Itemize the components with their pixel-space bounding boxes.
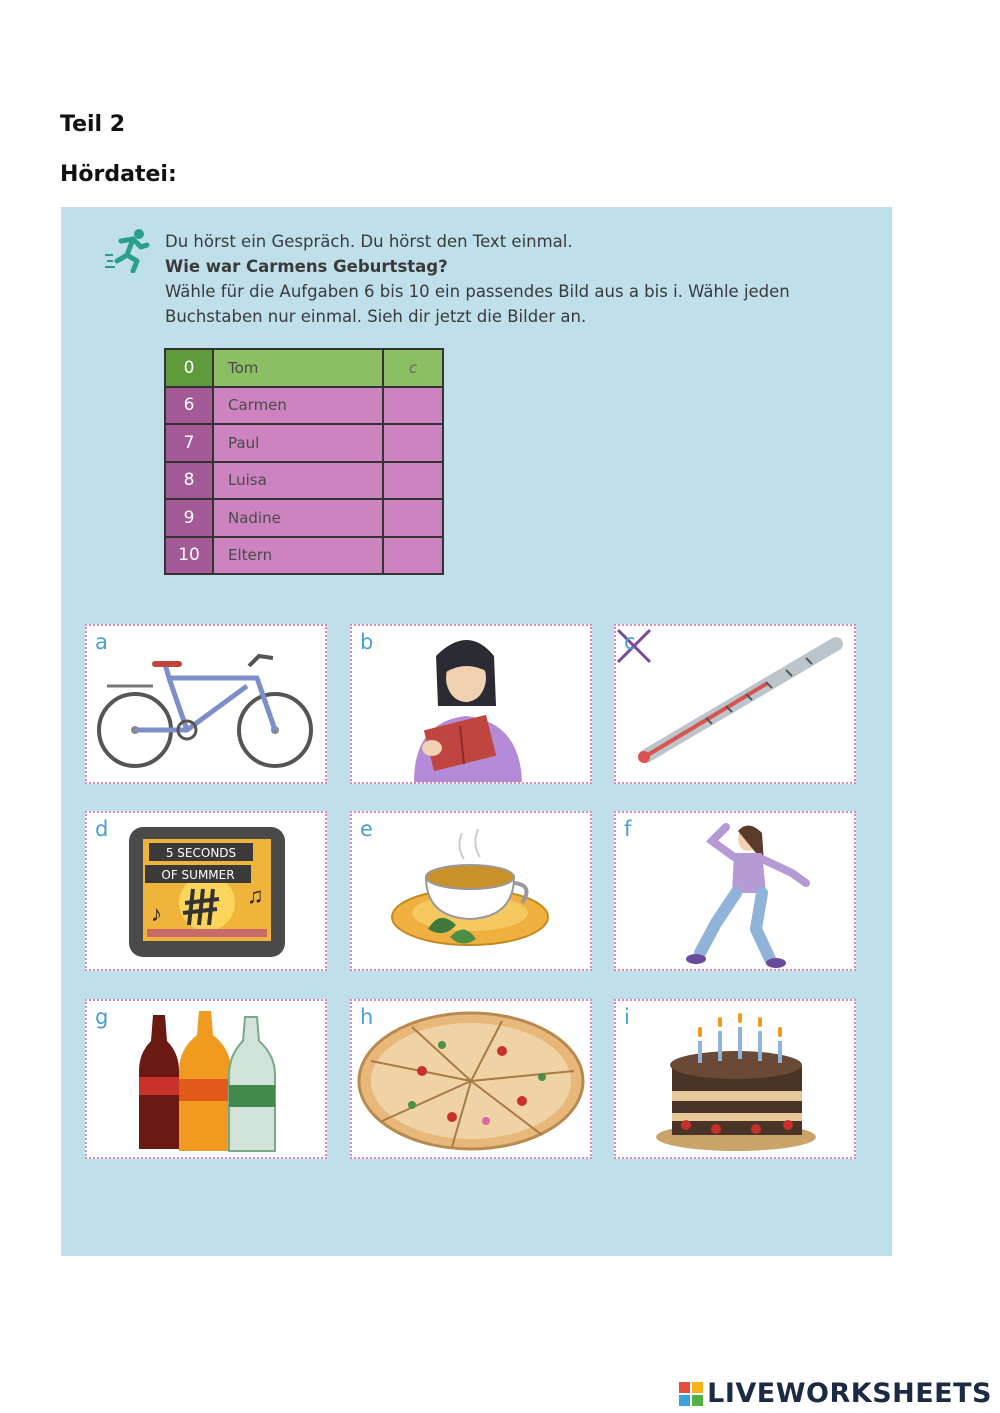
picture-card-c bbox=[614, 624, 856, 784]
table-row bbox=[165, 462, 443, 500]
picture-card-a bbox=[85, 624, 327, 784]
thermometer-icon bbox=[616, 626, 856, 782]
row-number: 8 bbox=[165, 462, 213, 500]
soda-bottles-icon bbox=[87, 1001, 325, 1157]
picture-card-g bbox=[85, 999, 327, 1159]
table-row bbox=[165, 387, 443, 425]
exercise-panel bbox=[61, 207, 892, 1256]
card-letter: h bbox=[360, 1005, 374, 1029]
running-person-icon bbox=[103, 227, 155, 273]
pizza-icon bbox=[352, 1001, 590, 1157]
svg-text:♪: ♪ bbox=[151, 901, 162, 926]
logo-icon bbox=[679, 1382, 703, 1406]
row-name: Eltern bbox=[213, 537, 383, 575]
answer-input[interactable] bbox=[383, 387, 443, 425]
audio-file-heading: Hördatei: bbox=[60, 162, 177, 187]
bicycle-icon bbox=[87, 626, 325, 782]
birthday-cake-icon bbox=[616, 1001, 856, 1157]
answer-input[interactable] bbox=[383, 537, 443, 575]
instructions bbox=[165, 229, 865, 329]
instruction-question: Wie war Carmens Geburtstag? bbox=[165, 257, 448, 276]
picture-card-d bbox=[85, 811, 327, 971]
picture-card-f bbox=[614, 811, 856, 971]
card-letter: e bbox=[360, 817, 373, 841]
brand-text: LIVEWORKSHEETS bbox=[707, 1378, 992, 1409]
picture-card-h bbox=[350, 999, 592, 1159]
answer-cell: c bbox=[383, 349, 443, 387]
card-letter: c bbox=[624, 630, 636, 654]
instruction-line: Wähle für die Aufgaben 6 bis 10 ein passendes Bild aus a bis i. Wähle jeden bbox=[165, 282, 790, 301]
brand-logo bbox=[679, 1378, 992, 1409]
row-name: Paul bbox=[213, 424, 383, 462]
table-row bbox=[165, 424, 443, 462]
answer-input[interactable] bbox=[383, 499, 443, 537]
table-row bbox=[165, 499, 443, 537]
tea-cup-icon bbox=[352, 813, 590, 969]
row-number: 0 bbox=[165, 349, 213, 387]
tablet-music-icon bbox=[87, 813, 325, 969]
tablet-text-2: OF SUMMER bbox=[161, 868, 235, 882]
card-letter: g bbox=[95, 1005, 109, 1029]
row-number: 9 bbox=[165, 499, 213, 537]
row-name: Nadine bbox=[213, 499, 383, 537]
table-row bbox=[165, 349, 443, 387]
row-number: 10 bbox=[165, 537, 213, 575]
row-name: Luisa bbox=[213, 462, 383, 500]
card-letter: b bbox=[360, 630, 374, 654]
row-name: Carmen bbox=[213, 387, 383, 425]
dancing-girl-icon bbox=[616, 813, 856, 969]
part-heading: Teil 2 bbox=[60, 112, 126, 137]
card-letter: d bbox=[95, 817, 109, 841]
tablet-text-1: 5 SECONDS bbox=[165, 846, 237, 860]
picture-card-e bbox=[350, 811, 592, 971]
answer-input[interactable] bbox=[383, 462, 443, 500]
girl-reading-icon bbox=[352, 626, 590, 782]
svg-text:♫: ♫ bbox=[247, 883, 264, 908]
row-number: 7 bbox=[165, 424, 213, 462]
card-letter: a bbox=[95, 630, 108, 654]
row-number: 6 bbox=[165, 387, 213, 425]
picture-card-b bbox=[350, 624, 592, 784]
instruction-line: Du hörst ein Gespräch. Du hörst den Text einmal. bbox=[165, 232, 573, 251]
picture-card-i bbox=[614, 999, 856, 1159]
answer-table bbox=[164, 348, 444, 575]
card-letter: f bbox=[624, 817, 632, 841]
card-letter: i bbox=[624, 1005, 630, 1029]
table-row bbox=[165, 537, 443, 575]
answer-input[interactable] bbox=[383, 424, 443, 462]
instruction-line: Buchstaben nur einmal. Sieh dir jetzt die Bilder an. bbox=[165, 307, 587, 326]
row-name: Tom bbox=[213, 349, 383, 387]
